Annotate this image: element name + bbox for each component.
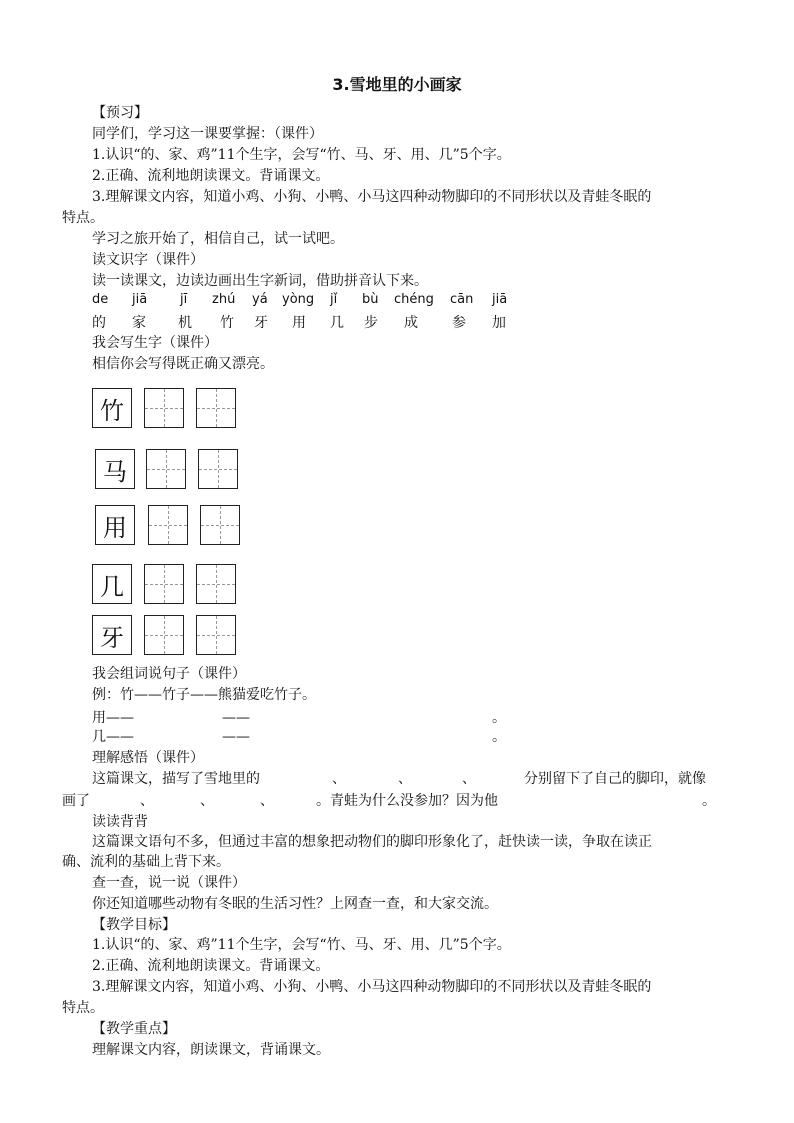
pinyin: jī: [180, 292, 188, 307]
reading-heading: 读文识字（课件）: [92, 252, 204, 268]
preview-goal-2: 2.正确、流利地朗读课文。背诵课文。: [92, 168, 330, 184]
objectives-goal-3-cont: 特点。: [62, 1000, 104, 1016]
word-char: 几——: [92, 729, 134, 745]
understanding-line-1-a: 这篇课文，描写了雪地里的: [92, 771, 260, 787]
practice-cell[interactable]: [144, 388, 184, 428]
character-cell: 几: [92, 564, 132, 604]
understanding-heading: 理解感悟（课件）: [92, 750, 204, 766]
hanzi: 几: [330, 315, 344, 331]
pinyin: bù: [362, 292, 379, 307]
words-row-2: [92, 727, 134, 747]
character-cell: 马: [95, 449, 135, 489]
preview-goal-3: 3.理解课文内容，知道小鸡、小狗、小鸭、小马这四种动物脚印的不同形状以及青蛙冬眠的: [92, 189, 652, 205]
hanzi: 竹: [220, 315, 234, 331]
character-cell: 牙: [92, 615, 132, 655]
understanding-line-2-b: 。青蛙为什么没参加？因为他: [316, 793, 498, 809]
pinyin: jiā: [132, 292, 148, 307]
practice-cell[interactable]: [196, 564, 236, 604]
words-heading: 我会组词说句子（课件）: [92, 666, 246, 682]
pinyin: jǐ: [330, 292, 338, 307]
blank-comma: 、: [332, 771, 346, 787]
hanzi: 步: [364, 315, 378, 331]
hanzi: 成: [404, 315, 418, 331]
pinyin: zhú: [212, 292, 236, 307]
hanzi: 家: [132, 315, 146, 331]
practice-cell[interactable]: [146, 449, 186, 489]
words-row-1-end: 。: [492, 710, 506, 726]
blank-period: 。: [702, 793, 716, 809]
understanding-line-1-b: 分别留下了自己的脚印，就像: [524, 771, 706, 787]
practice-cell[interactable]: [196, 615, 236, 655]
practice-cell[interactable]: [198, 449, 238, 489]
practice-cell[interactable]: [148, 505, 188, 545]
pinyin: yá: [252, 292, 268, 307]
preview-heading: 【预习】: [92, 105, 148, 121]
pinyin: chéng: [394, 292, 434, 307]
preview-intro: 同学们，学习这一课要掌握：（课件）: [92, 126, 323, 142]
practice-cell[interactable]: [196, 388, 236, 428]
character-cell: 竹: [92, 388, 132, 428]
pinyin: jiā: [492, 292, 508, 307]
preview-goal-3-cont: 特点。: [62, 210, 104, 226]
writing-heading: 我会写生字（课件）: [92, 335, 218, 351]
recite-heading: 读读背背: [92, 814, 148, 830]
pinyin: yòng: [282, 292, 315, 307]
hanzi: 加: [492, 315, 506, 331]
page-title: 3.雪地里的小画家: [332, 75, 462, 94]
objectives-goal-2: 2.正确、流利地朗读课文。背诵课文。: [92, 958, 330, 974]
word-char: 用——: [92, 710, 134, 726]
writing-instruction: 相信你会写得既正确又漂亮。: [92, 356, 274, 372]
hanzi: 牙: [254, 315, 268, 331]
blank-comma: 、: [200, 793, 214, 809]
focus-text: 理解课文内容，朗读课文，背诵课文。: [92, 1042, 330, 1058]
practice-cell[interactable]: [144, 615, 184, 655]
pinyin: cān: [450, 292, 474, 307]
words-row-2-dash: ——: [222, 729, 250, 745]
objectives-heading: 【教学目标】: [92, 917, 176, 933]
objectives-goal-1: 1.认识“的、家、鸡”11个生字，会写“竹、马、牙、用、几”5个字。: [92, 937, 511, 953]
hanzi-row: [92, 312, 552, 332]
pinyin: de: [92, 292, 109, 307]
hanzi: 用: [292, 315, 306, 331]
understanding-line-2-a: 画了: [62, 793, 90, 809]
objectives-goal-3: 3.理解课文内容，知道小鸡、小狗、小鸭、小马这四种动物脚印的不同形状以及青蛙冬眠的: [92, 979, 652, 995]
hanzi: 的: [92, 315, 106, 331]
preview-start: 学习之旅开始了，相信自己，试一试吧。: [92, 231, 344, 247]
blank-comma: 、: [140, 793, 154, 809]
words-example: 例：竹——竹子——熊猫爱吃竹子。: [92, 687, 316, 703]
blank-comma: 、: [398, 771, 412, 787]
lookup-text: 你还知道哪些动物有冬眠的生活习性？上网查一查，和大家交流。: [92, 896, 498, 912]
pinyin-row: [92, 292, 552, 312]
practice-cell[interactable]: [200, 505, 240, 545]
preview-goal-1: 1.认识“的、家、鸡”11个生字，会写“竹、马、牙、用、几”5个字。: [92, 147, 511, 163]
blank-comma: 、: [462, 771, 476, 787]
words-row-2-end: 。: [492, 729, 506, 745]
lookup-heading: 查一查，说一说（课件）: [92, 875, 246, 891]
words-row-1-dash: ——: [222, 710, 250, 726]
blank-comma: 、: [260, 793, 274, 809]
hanzi: 机: [178, 315, 192, 331]
words-row-1: [92, 708, 134, 728]
recite-line-2: 确、流利的基础上背下来。: [62, 854, 230, 870]
practice-cell[interactable]: [144, 564, 184, 604]
recite-line-1: 这篇课文语句不多，但通过丰富的想象把动物们的脚印形象化了，赶快读一读，争取在读正: [92, 834, 652, 850]
focus-heading: 【教学重点】: [92, 1021, 176, 1037]
hanzi: 参: [452, 315, 466, 331]
reading-instruction: 读一读课文，边读边画出生字新词，借助拼音认下来。: [92, 273, 428, 289]
character-cell: 用: [95, 505, 135, 545]
